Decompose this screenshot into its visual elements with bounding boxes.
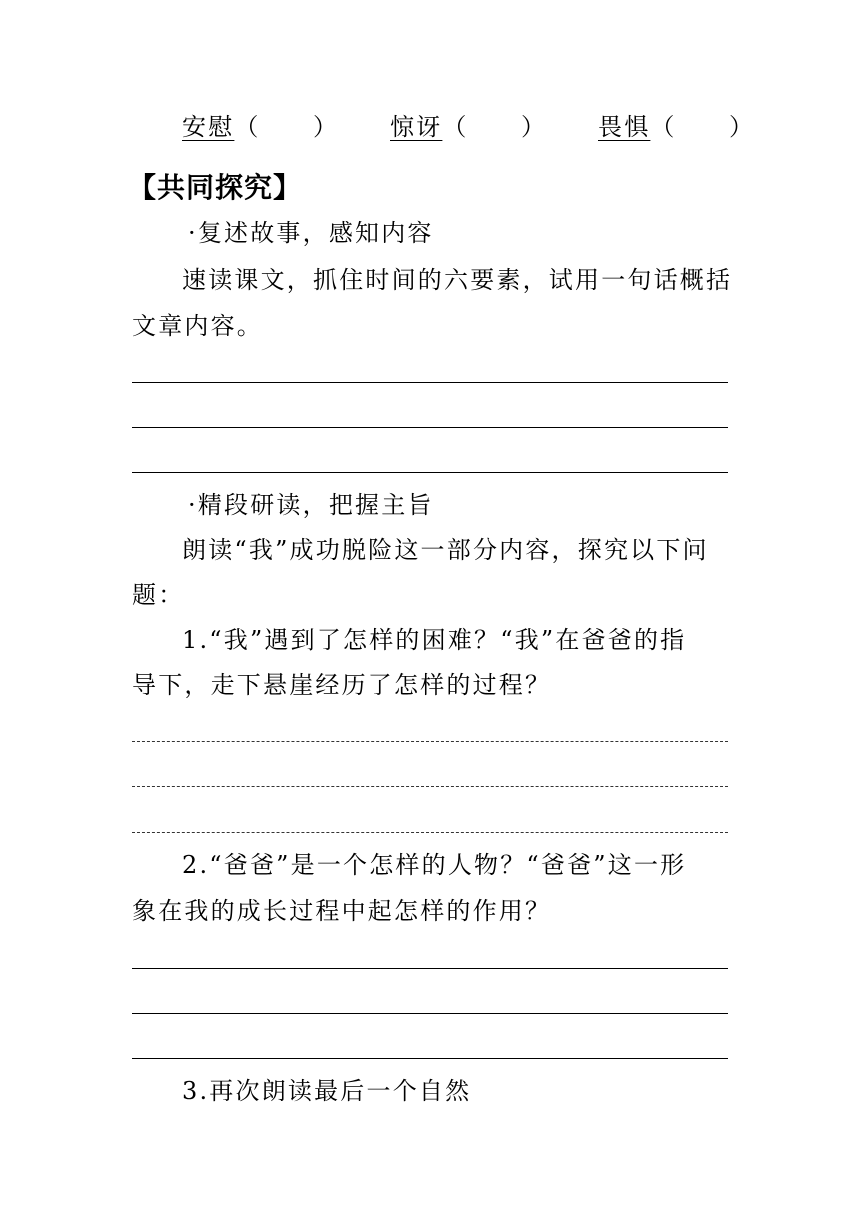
answer-line[interactable] (132, 382, 728, 383)
vocab-item (598, 112, 755, 142)
answer-line[interactable] (132, 472, 728, 473)
answer-line[interactable] (132, 1013, 728, 1014)
answer-blank[interactable]: （ ） (442, 113, 548, 141)
question-2-line1: 2.“爸爸”是一个怎样的人物？“爸爸”这一形 (182, 851, 687, 879)
vocab-item (390, 112, 547, 142)
answer-line[interactable] (132, 427, 728, 428)
question-2-line2: 象在我的成长过程中起怎样的作用？ (132, 897, 552, 925)
vocab-word: 安慰 (182, 113, 235, 141)
vocab-word: 惊讶 (390, 113, 443, 141)
part1-instruction-line2: 文章内容。 (132, 312, 263, 340)
answer-line[interactable] (132, 786, 728, 787)
part1-title: ·复述故事，感知内容 (188, 219, 434, 247)
part2-title: ·精段研读，把握主旨 (188, 491, 434, 519)
answer-blank[interactable]: （ ） (234, 113, 340, 141)
question-1-line1: 1.“我”遇到了怎样的困难？“我”在爸爸的指 (182, 626, 687, 654)
part1-instruction-line1: 速读课文，抓住时间的六要素，试用一句话概括 (182, 266, 733, 294)
question-1-line2: 导下，走下悬崖经历了怎样的过程？ (132, 671, 552, 699)
answer-line[interactable] (132, 741, 728, 742)
vocab-item (182, 112, 339, 142)
answer-line[interactable] (132, 1058, 728, 1059)
answer-blank[interactable]: （ ） (650, 113, 756, 141)
answer-line[interactable] (132, 968, 728, 969)
section-heading: 【共同探究】 (128, 171, 303, 204)
part2-intro-line1: 朗读“我”成功脱险这一部分内容，探究以下问 (182, 536, 709, 564)
question-3-line1: 3.再次朗读最后一个自然 (182, 1077, 472, 1105)
vocab-word: 畏惧 (598, 113, 651, 141)
part2-intro-line2: 题： (132, 581, 185, 609)
answer-line[interactable] (132, 832, 728, 833)
